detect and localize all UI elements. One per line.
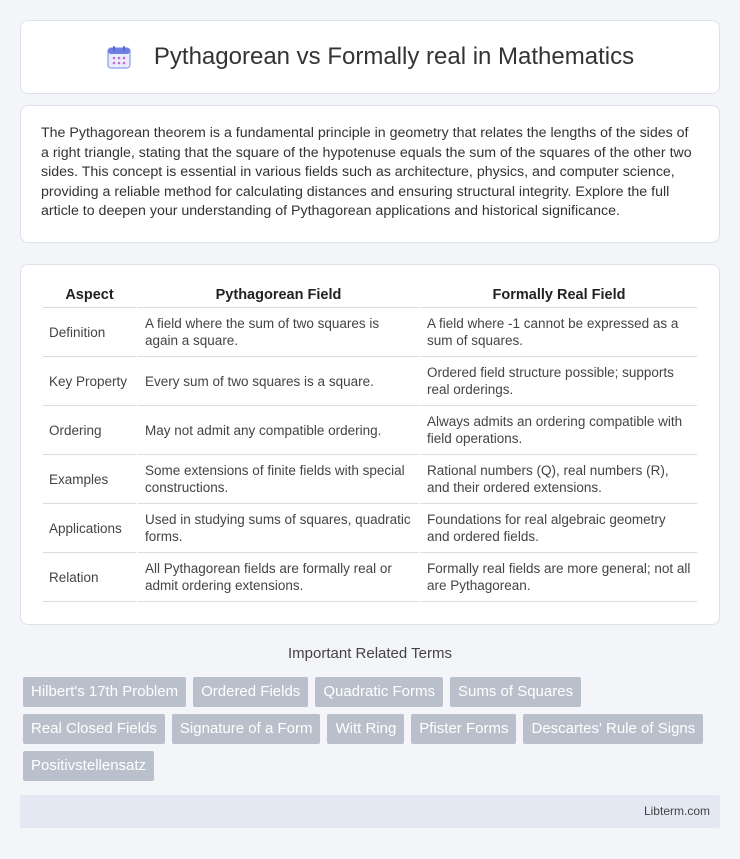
row-pythagorean: Used in studying sums of squares, quadratic forms. [136,504,418,553]
row-aspect: Examples [43,455,136,504]
related-term-tag[interactable]: Descartes' Rule of Signs [523,714,703,744]
related-term-tag[interactable]: Quadratic Forms [315,677,443,707]
row-formally-real: Formally real fields are more general; not all are Pythagorean. [418,553,697,602]
row-pythagorean: May not admit any compatible ordering. [136,406,418,455]
related-term-tag[interactable]: Ordered Fields [193,677,308,707]
row-pythagorean: All Pythagorean fields are formally real or admit ordering extensions. [136,553,418,602]
row-formally-real: Always admits an ordering compatible with field operations. [418,406,697,455]
row-aspect: Relation [43,553,136,602]
table-row [43,455,697,504]
related-term-tag[interactable]: Positivstellensatz [23,751,154,781]
table-row [43,406,697,455]
table-header-row [43,283,697,308]
table-row [43,504,697,553]
row-formally-real: Foundations for real algebraic geometry and ordered fields. [418,504,697,553]
related-terms-title: Important Related Terms [288,645,452,662]
related-term-tag[interactable]: Real Closed Fields [23,714,165,744]
table-row [43,357,697,406]
related-term-tag[interactable]: Sums of Squares [450,677,581,707]
related-term-tag[interactable]: Signature of a Form [172,714,321,744]
table-row [43,308,697,357]
row-aspect: Definition [43,308,136,357]
header-aspect: Aspect [43,283,136,308]
related-term-tag[interactable]: Hilbert's 17th Problem [23,677,186,707]
comparison-card [20,264,720,625]
footer [20,795,720,828]
calendar-icon [106,44,132,70]
row-pythagorean: Every sum of two squares is a square. [136,357,418,406]
comparison-table [43,283,697,602]
intro-text: The Pythagorean theorem is a fundamental principle in geometry that relates the lengths of the sides of a right triangle, stating that the square of the hypotenuse equals the sum of the squares of the other two sides. This concept is essential in various fields such as architecture, physics, and computer science, providing a reliable method for calculating distances and ensuring structural integrity. Explore the full article to deepen your understanding of Pythagorean applications and historical significance. [41,125,692,219]
intro-card [20,105,720,243]
header-formally-real: Formally Real Field [418,283,697,308]
related-term-tag[interactable]: Witt Ring [327,714,404,744]
title-card [20,20,720,94]
header-pythagorean: Pythagorean Field [136,283,418,308]
row-aspect: Ordering [43,406,136,455]
row-formally-real: Rational numbers (Q), real numbers (R), and their ordered extensions. [418,455,697,504]
page-title: Pythagorean vs Formally real in Mathematics [153,43,635,70]
related-terms-list [23,677,713,781]
row-formally-real: Ordered field structure possible; supports real orderings. [418,357,697,406]
row-pythagorean: A field where the sum of two squares is again a square. [136,308,418,357]
related-term-tag[interactable]: Pfister Forms [411,714,516,744]
row-formally-real: A field where -1 cannot be expressed as a sum of squares. [418,308,697,357]
footer-site-link[interactable]: Libterm.com [643,804,710,818]
row-pythagorean: Some extensions of finite fields with special constructions. [136,455,418,504]
table-row [43,553,697,602]
row-aspect: Key Property [43,357,136,406]
row-aspect: Applications [43,504,136,553]
